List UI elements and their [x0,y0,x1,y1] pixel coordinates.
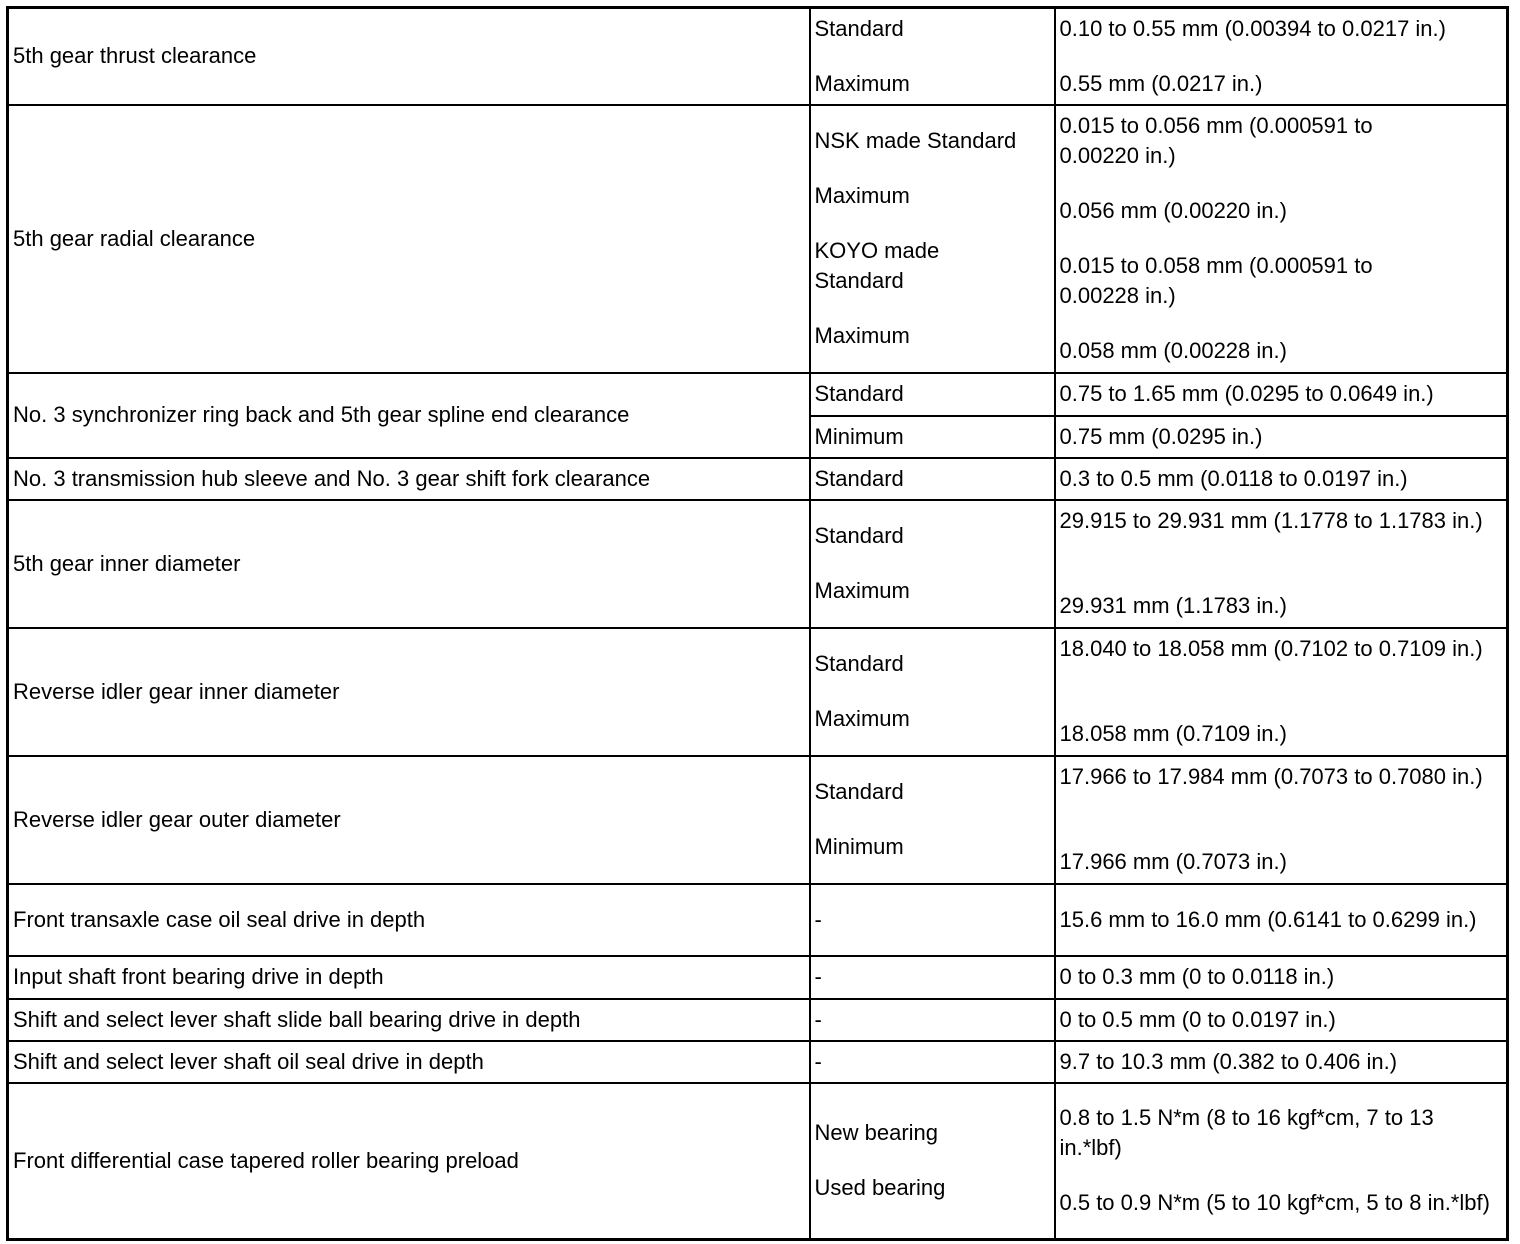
condition-label: Maximum [814,706,910,731]
condition-label: Maximum [814,578,910,603]
value-cell: 0.75 mm (0.0295 in.) [1055,416,1508,458]
value-cell: 0 to 0.3 mm (0 to 0.0118 in.) [1055,956,1508,999]
condition-cell [810,1083,1055,1240]
condition-cell: Standard [810,458,1055,500]
table-row [8,105,1508,373]
condition-cell: - [810,884,1055,956]
value-cell [1055,105,1508,373]
value-cell: 0.3 to 0.5 mm (0.0118 to 0.0197 in.) [1055,458,1508,500]
table-row [8,1083,1508,1240]
condition-label: Standard [814,523,904,548]
item-cell: Reverse idler gear outer diameter [8,756,810,884]
table-row [8,458,1508,500]
value-cell: 0.75 to 1.65 mm (0.0295 to 0.0649 in.) [1055,373,1508,416]
table-row [8,8,1508,105]
value-text: 17.966 mm (0.7073 in.) [1059,849,1287,874]
value-text: 0.5 to 0.9 N*m (5 to 10 kgf*cm, 5 to 8 in.*lbf) [1059,1190,1490,1216]
condition-cell [810,105,1055,373]
value-text: 0.55 mm (0.0217 in.) [1059,70,1263,96]
condition-label: Standard [814,15,904,41]
item-cell: 5th gear thrust clearance [8,8,810,105]
table-row [8,628,1508,756]
item-cell: Front differential case tapered roller bearing preload [8,1083,810,1240]
value-cell [1055,756,1508,884]
condition-label: Maximum [814,182,910,208]
table-row [8,1041,1508,1083]
condition-cell: - [810,1041,1055,1083]
condition-label: Used bearing [814,1175,946,1201]
condition-cell: Minimum [810,416,1055,458]
value-cell [1055,1083,1508,1240]
item-cell: 5th gear radial clearance [8,105,810,373]
condition-label: New bearing [814,1120,939,1146]
condition-cell [810,628,1055,756]
condition-cell: - [810,999,1055,1041]
item-cell: Front transaxle case oil seal drive in depth [8,884,810,956]
table-row [8,500,1508,628]
value-text: 29.915 to 29.931 mm (1.1778 to 1.1783 in.) [1059,508,1483,533]
condition-label: Standard [814,779,904,804]
item-cell: Shift and select lever shaft oil seal drive in depth [8,1041,810,1083]
value-text: 0.015 to 0.056 mm (0.000591 to 0.00220 in.) [1059,112,1373,168]
condition-cell: - [810,956,1055,999]
value-text: 0.056 mm (0.00220 in.) [1059,197,1287,223]
condition-label: KOYO made Standard [814,237,940,293]
table-row [8,756,1508,884]
condition-label: Maximum [814,70,910,96]
item-cell: Reverse idler gear inner diameter [8,628,810,756]
value-text: 0.8 to 1.5 N*m (8 to 16 kgf*cm, 7 to 13 in.*lbf) [1059,1105,1434,1161]
table-row [8,999,1508,1041]
condition-cell [810,8,1055,105]
value-text: 0.015 to 0.058 mm (0.000591 to 0.00228 in.) [1059,252,1373,308]
value-cell [1055,500,1508,628]
item-cell: No. 3 synchronizer ring back and 5th gear spline end clearance [8,373,810,458]
condition-cell [810,756,1055,884]
condition-cell: Standard [810,373,1055,416]
item-cell: Input shaft front bearing drive in depth [8,956,810,999]
value-text: 18.040 to 18.058 mm (0.7102 to 0.7109 in.) [1059,636,1483,661]
table-row [8,956,1508,999]
value-cell [1055,628,1508,756]
item-cell: 5th gear inner diameter [8,500,810,628]
table-row [8,373,1508,416]
item-cell: Shift and select lever shaft slide ball bearing drive in depth [8,999,810,1041]
value-cell: 0 to 0.5 mm (0 to 0.0197 in.) [1055,999,1508,1041]
value-text: 0.10 to 0.55 mm (0.00394 to 0.0217 in.) [1059,15,1446,41]
item-cell: No. 3 transmission hub sleeve and No. 3 gear shift fork clearance [8,458,810,500]
table-row [8,884,1508,956]
condition-cell [810,500,1055,628]
value-cell [1055,8,1508,105]
value-cell: 9.7 to 10.3 mm (0.382 to 0.406 in.) [1055,1041,1508,1083]
condition-label: NSK made Standard [814,127,1017,153]
value-cell: 15.6 mm to 16.0 mm (0.6141 to 0.6299 in.) [1055,884,1508,956]
value-text: 0.058 mm (0.00228 in.) [1059,337,1287,363]
condition-label: Standard [814,651,904,676]
value-text: 17.966 to 17.984 mm (0.7073 to 0.7080 in.) [1059,764,1483,789]
specification-table [6,6,1509,1241]
condition-label: Minimum [814,834,904,859]
value-text: 18.058 mm (0.7109 in.) [1059,721,1287,746]
condition-label: Maximum [814,322,910,348]
value-text: 29.931 mm (1.1783 in.) [1059,593,1287,618]
